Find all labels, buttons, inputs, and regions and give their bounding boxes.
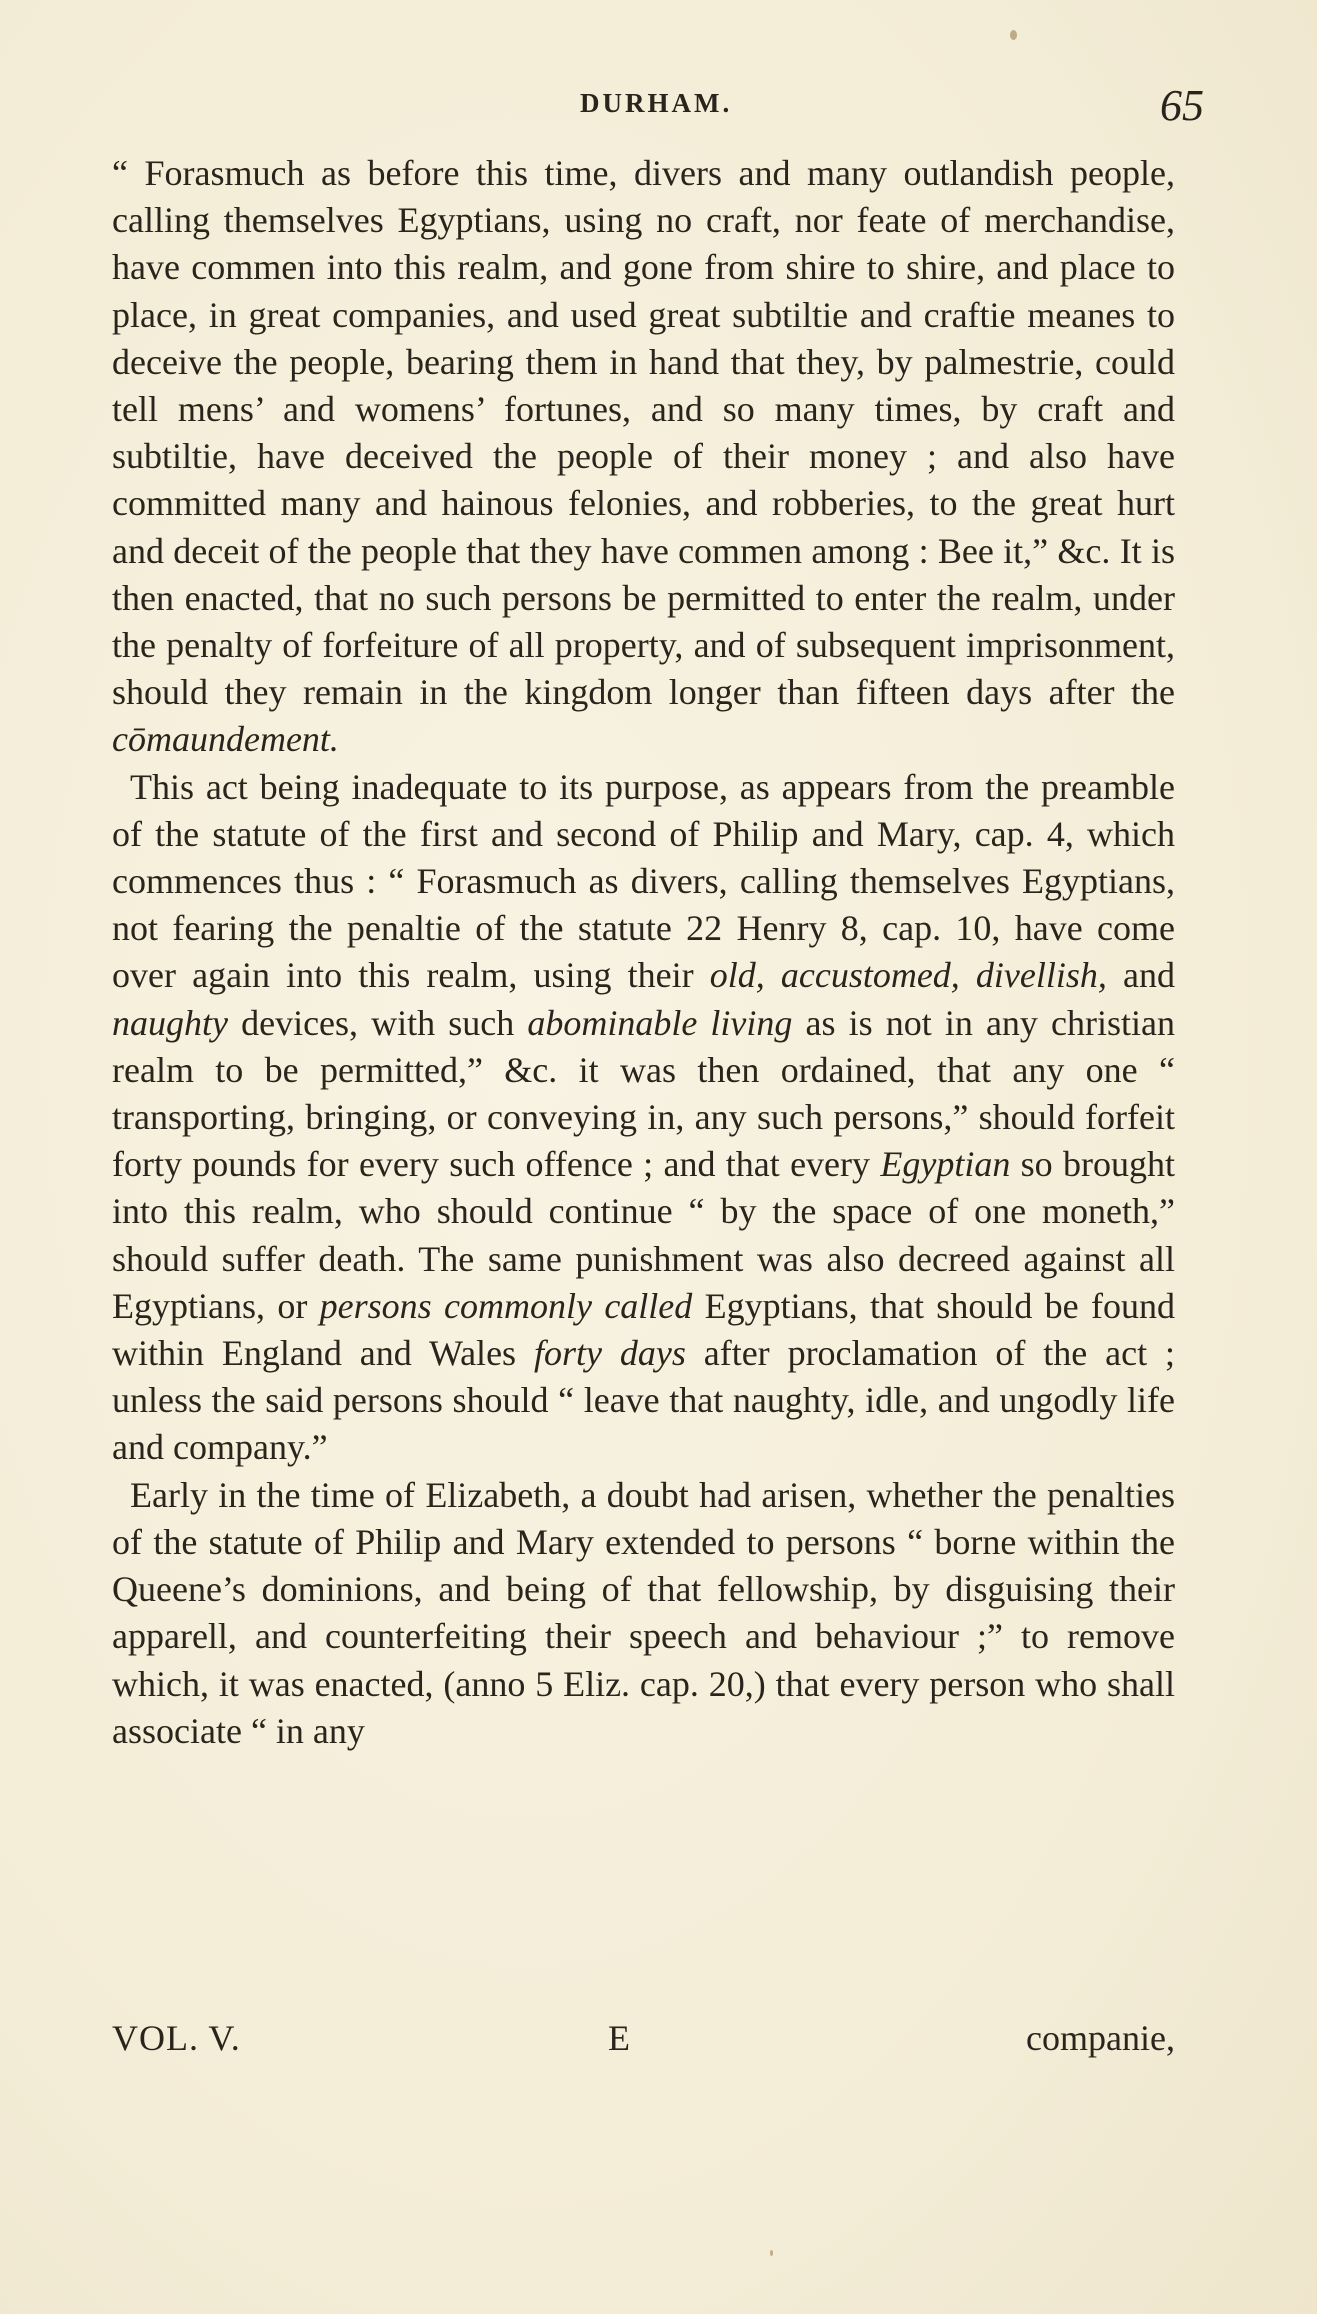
italic-text: cōmaundement. [112,719,339,760]
text-run: after proclamation of the act ; unless the said persons should “ leave that naughty, idle, and ungodly life and company.” [112,1333,1176,1468]
text-run: devices, with such [227,1002,528,1043]
paragraph [112,764,1175,1472]
signature-mark: E [608,2018,630,2058]
ink-speck [770,2250,773,2256]
text-run: and [1106,955,1176,996]
italic-text: old, accustomed, divellish, [709,955,1107,996]
italic-text: naughty [112,1002,228,1043]
text-run: Egyptians, that should be found within England and Wales [112,1285,1175,1374]
page-number: 65 [1160,81,1204,130]
italic-text: forty days [533,1333,686,1374]
ink-speck [1010,30,1017,40]
paragraph [112,150,1175,764]
volume-label: VOL. V. [112,2018,241,2058]
text-run: as is not in any christian realm to be permitted,” &c. it was then ordained, that any one “ transporting, bringing, or conveying in, any such persons,” should forfeit forty pounds for every such offence ; and that every [112,1002,1175,1185]
catchword: companie, [1026,2018,1175,2058]
paragraph [112,1472,1175,1755]
italic-text: Egyptian [880,1144,1011,1185]
text-run: Early in the time of Elizabeth, a doubt had arisen, whether the penalties of the statute of Philip and Mary extended to persons “ borne within the Queene’s dominions, and being of that fellowship, by disguising their apparell, and counterfeiting their speech and behaviour ;” to remove which, it was enacted, (anno 5 Eliz. cap. 20,) that every person who shall associate “ in any [112,1474,1175,1751]
running-head: DURHAM. [580,88,733,118]
text-run: “ Forasmuch as before this time, divers and many outlandish people, calling themselves Egyptians, using no craft, nor feate of merchandise, have commen into this realm, and gone from shire to shire, and place to place, in great companies, and used great subtiltie and craftie meanes to deceive the people, bearing them in hand that they, by palmestrie, could tell mens’ and womens’ fortunes, and so many times, by craft and subtiltie, have deceived the people of their money ; and also have committed many and hainous felonies, and robberies, to the great hurt and deceit of the people that they have commen among : Bee it,” &c. It is then enacted, that no such persons be permitted to enter the realm, under the penalty of forfeiture of all property, and of subsequent imprisonment, should they remain in the kingdom longer than fifteen days after the [112,153,1175,713]
text-run: This act being inadequate to its purpose, as appears from the preamble of the statute of the first and second of Philip and Mary, cap. 4, which commences thus : “ Forasmuch as divers, calling themselves Egyptians, not fearing the penaltie of the statute 22 Henry 8, cap. 10, have come over again into this realm, using their [112,766,1175,996]
italic-text: persons commonly called [319,1285,693,1326]
text-run: so brought into this realm, who should continue “ by the space of one moneth,” should suffer death. The same punishment was also decreed against all Egyptians, or [112,1144,1175,1326]
italic-text: abominable living [527,1002,793,1043]
body-text [112,150,1175,1755]
